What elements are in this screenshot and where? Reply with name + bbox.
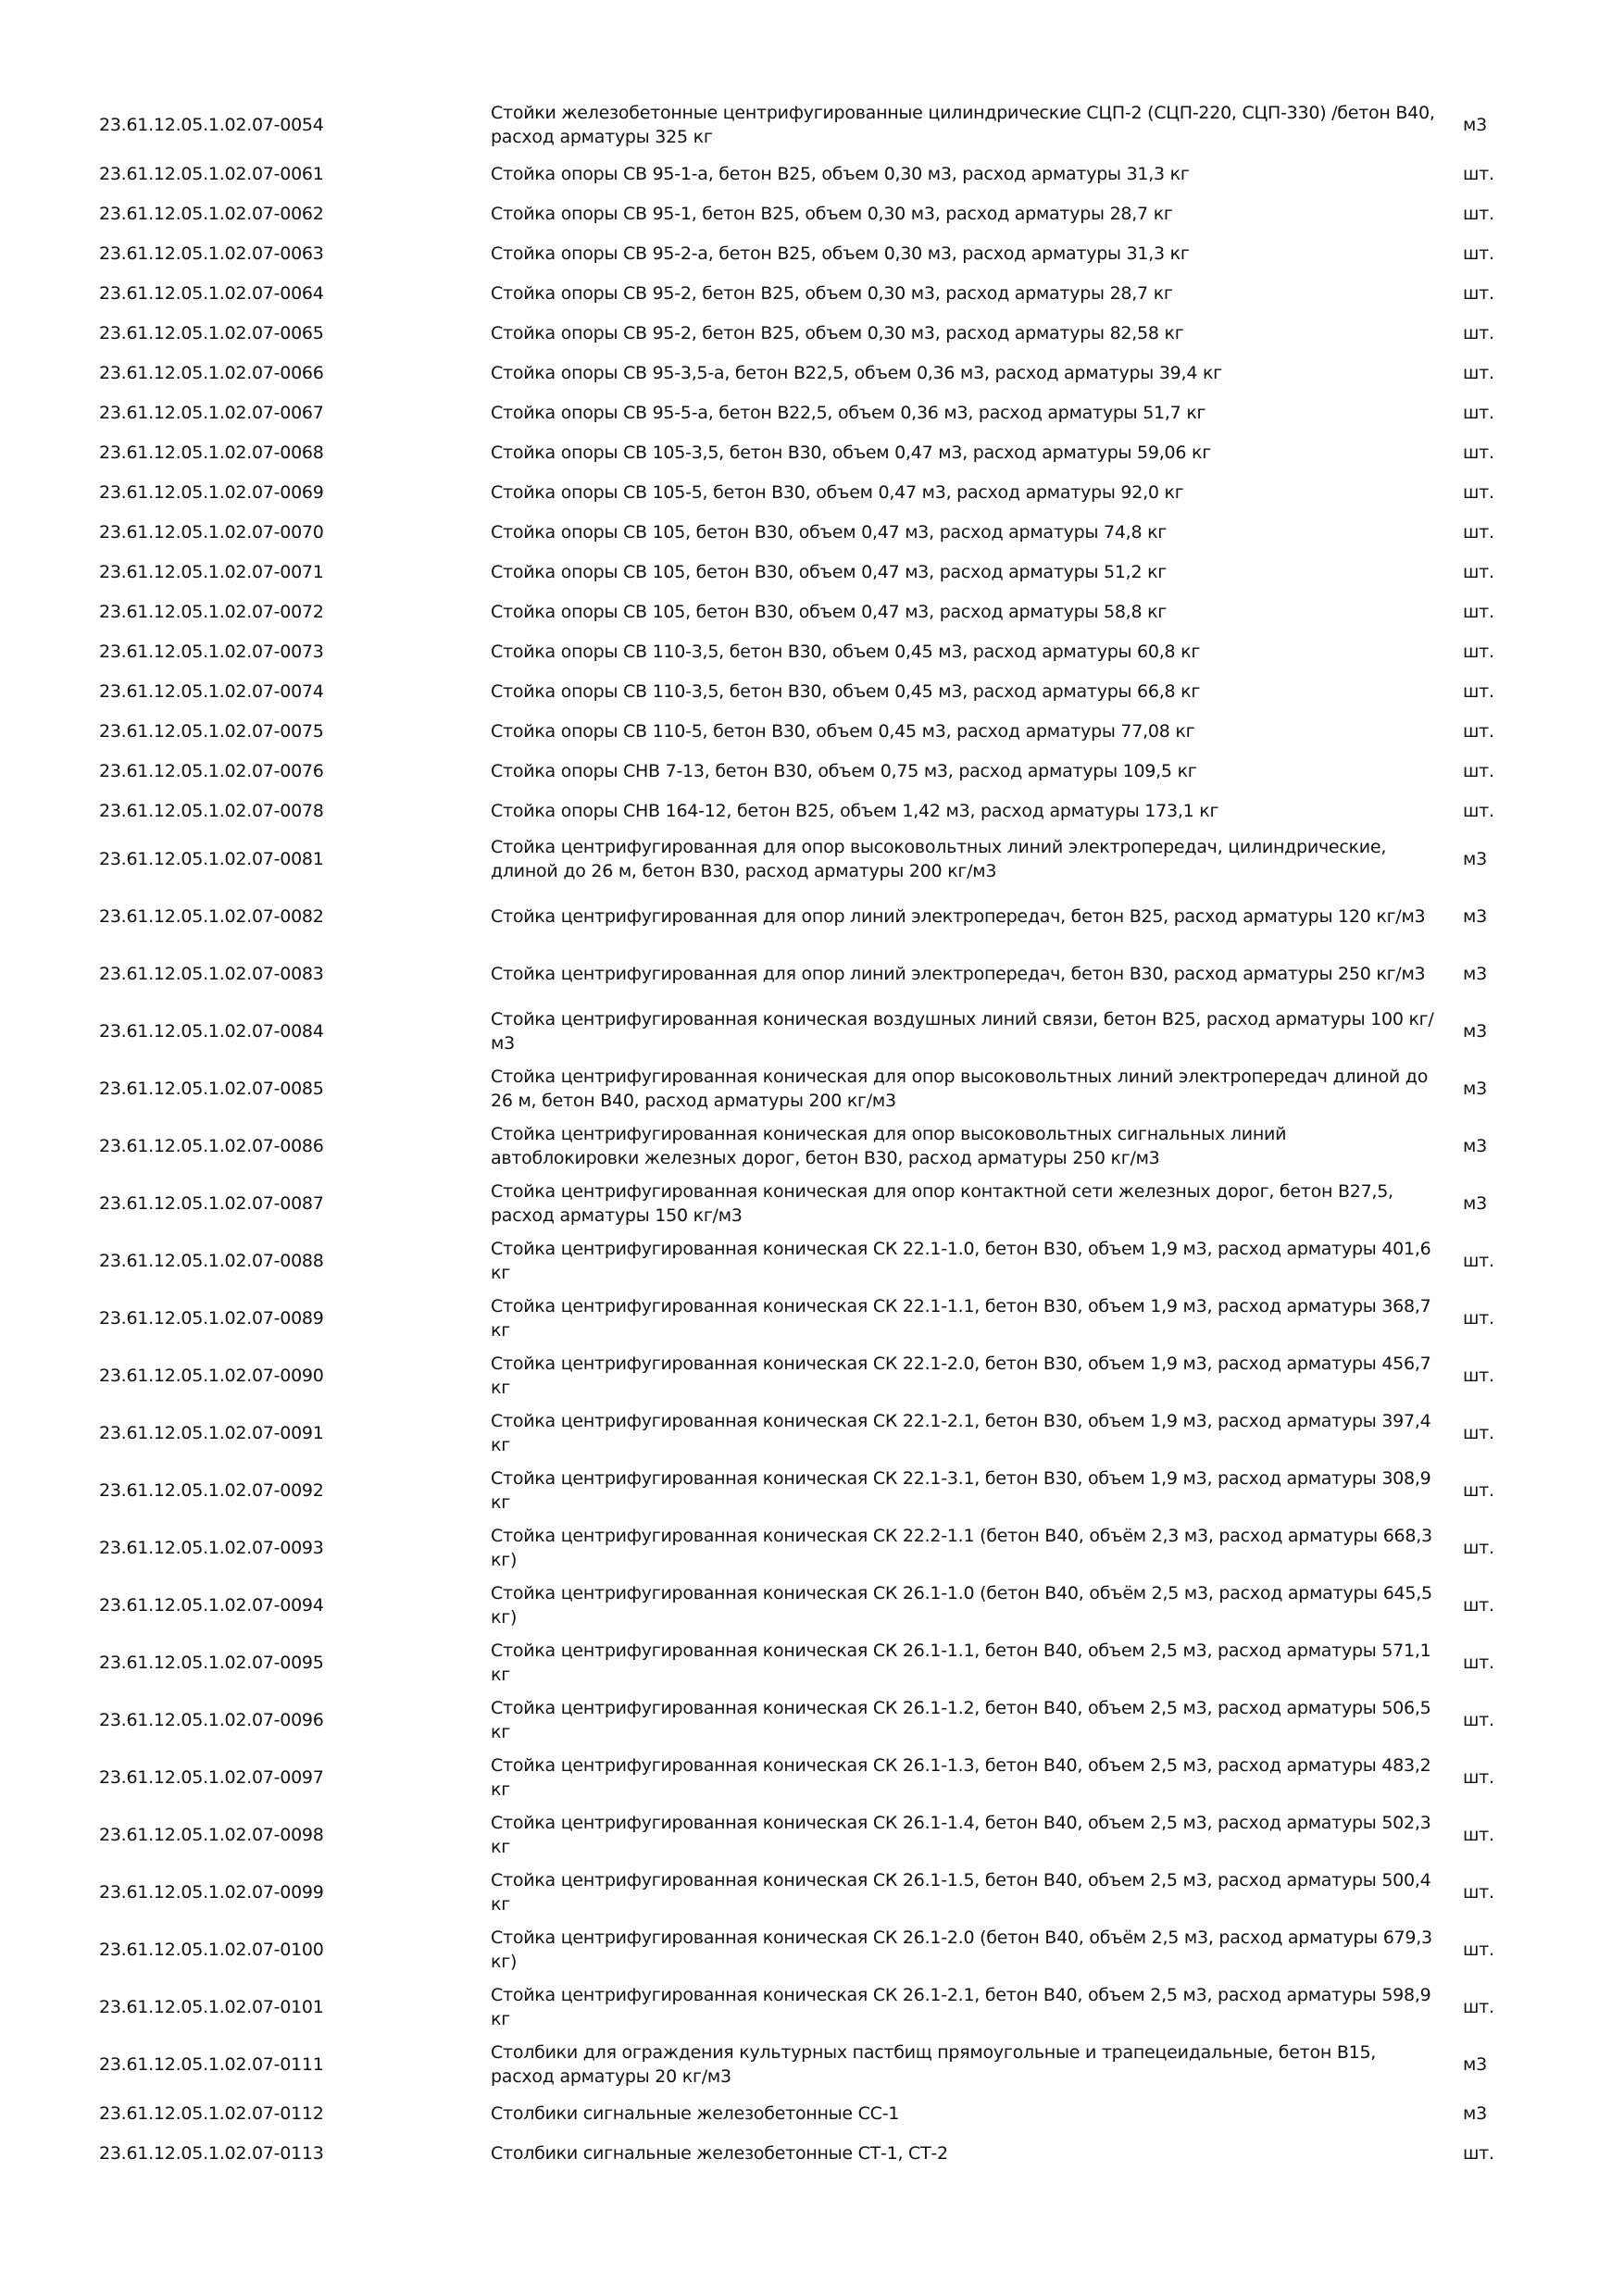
table-row (0, 1749, 1624, 1806)
resource-unit: шт. (1463, 641, 1494, 662)
table-row (0, 353, 1624, 393)
resource-name: Стойка опоры СВ 95-5-а, бетон В22,5, объем 0,36 м3, расход арматуры 51,7 кг (491, 402, 1206, 423)
resource-name: Столбики для ограждения культурных пастбищ прямоугольные и трапецеидальные, бетон В15, расход арматуры 20 кг/м3 (491, 2042, 1377, 2087)
resource-code: 23.61.12.05.1.02.07-0065 (99, 322, 324, 343)
resource-name: Стойка центрифугированная коническая СК 26.1-1.1, бетон В40, объем 2,5 м3, расход арматуры 571,1 кг (491, 1641, 1431, 1685)
resource-name: Стойка центрифугированная коническая СК 26.1-2.1, бетон В40, объем 2,5 м3, расход арматуры 598,9 кг (491, 1985, 1431, 2029)
table-row (0, 945, 1624, 1003)
resource-code: 23.61.12.05.1.02.07-0099 (99, 1882, 324, 1903)
resource-code: 23.61.12.05.1.02.07-0091 (99, 1423, 324, 1443)
resource-code: 23.61.12.05.1.02.07-0078 (99, 800, 324, 821)
resource-unit: м3 (1463, 1021, 1487, 1042)
table-row (0, 888, 1624, 945)
table-row (0, 552, 1624, 592)
resource-code: 23.61.12.05.1.02.07-0082 (99, 906, 324, 927)
table-row (0, 1519, 1624, 1577)
resource-code: 23.61.12.05.1.02.07-0054 (99, 115, 324, 135)
table-row (0, 1577, 1624, 1634)
resource-table (0, 96, 1624, 2173)
resource-name: Стойка центрифугированная коническая СК 26.1-1.4, бетон В40, объем 2,5 м3, расход арматуры 502,3 кг (491, 1813, 1431, 1857)
resource-name: Стойка опоры СВ 105, бетон В30, объем 0,47 м3, расход арматуры 74,8 кг (491, 521, 1168, 543)
resource-code: 23.61.12.05.1.02.07-0094 (99, 1595, 324, 1616)
resource-table-body (0, 96, 1624, 2173)
table-row (0, 751, 1624, 791)
table-row (0, 393, 1624, 432)
resource-unit: шт. (1463, 800, 1494, 821)
table-row (0, 154, 1624, 193)
resource-code: 23.61.12.05.1.02.07-0095 (99, 1653, 324, 1673)
resource-code: 23.61.12.05.1.02.07-0066 (99, 362, 324, 383)
resource-unit: шт. (1463, 1940, 1494, 1960)
resource-name: Стойка центрифугированная коническая СК 22.1-3.1, бетон В30, объем 1,9 м3, расход арматуры 308,9 кг (491, 1468, 1431, 1513)
resource-unit: шт. (1463, 1366, 1494, 1386)
table-row (0, 830, 1624, 888)
resource-name: Стойка центрифугированная коническая для опор контактной сети железных дорог, бетон В27,5, расход арматуры 150 кг/м3 (491, 1181, 1393, 1226)
resource-name: Стойка опоры СВ 110-5, бетон В30, объем 0,45 м3, расход арматуры 77,08 кг (491, 720, 1195, 742)
resource-code: 23.61.12.05.1.02.07-0087 (99, 1193, 324, 1214)
resource-unit: шт. (1463, 1480, 1494, 1501)
resource-code: 23.61.12.05.1.02.07-0090 (99, 1366, 324, 1386)
resource-name: Стойка опоры СВ 105-3,5, бетон В30, объем 0,47 м3, расход арматуры 59,06 кг (491, 442, 1211, 463)
resource-code: 23.61.12.05.1.02.07-0085 (99, 1079, 324, 1099)
resource-unit: шт. (1463, 760, 1494, 781)
resource-name: Стойка центрифугированная коническая СК 26.1-2.0 (бетон В40, объём 2,5 м3, расход арматуры 679,3 кг) (491, 1928, 1432, 1972)
resource-name: Стойка центрифугированная для опор линий электропередач, бетон В30, расход арматуры 250 кг/м3 (491, 964, 1426, 984)
resource-name: Стойка опоры СВ 110-3,5, бетон В30, объем 0,45 м3, расход арматуры 60,8 кг (491, 641, 1201, 662)
resource-unit: шт. (1463, 243, 1494, 264)
resource-name: Стойки железобетонные центрифугированные цилиндрические СЦП-2 (СЦП-220, СЦП-330) /бетон В40, расход арматуры 325 кг (491, 103, 1435, 147)
resource-name: Стойка центрифугированная коническая для опор высоковольтных сигнальных линий автоблокировки железных дорог, бетон В30, расход арматуры 250 кг/м3 (491, 1124, 1287, 1168)
resource-unit: шт. (1463, 481, 1494, 503)
resource-unit: шт. (1463, 1997, 1494, 2017)
resource-code: 23.61.12.05.1.02.07-0098 (99, 1825, 324, 1845)
table-row (0, 671, 1624, 711)
resource-name: Стойка опоры СВ 95-1, бетон В25, объем 0,30 м3, расход арматуры 28,7 кг (491, 203, 1173, 224)
resource-unit: шт. (1463, 1251, 1494, 1271)
resource-unit: шт. (1463, 720, 1494, 742)
resource-name: Стойка центрифугированная для опор высоковольтных линий электропередач, цилиндрические, длиной до 26 м, бетон В30, расход арматуры 200 кг/м3 (491, 837, 1387, 881)
resource-code: 23.61.12.05.1.02.07-0062 (99, 203, 324, 224)
table-row (0, 472, 1624, 512)
table-row (0, 512, 1624, 552)
resource-code: 23.61.12.05.1.02.07-0074 (99, 680, 324, 702)
resource-name: Стойка центрифугированная коническая СК 22.2-1.1 (бетон В40, объём 2,3 м3, расход арматуры 668,3 кг) (491, 1526, 1432, 1570)
table-row (0, 1978, 1624, 2036)
resource-code: 23.61.12.05.1.02.07-0089 (99, 1308, 324, 1329)
table-row (0, 1691, 1624, 1749)
resource-unit: м3 (1463, 906, 1487, 927)
resource-unit: шт. (1463, 442, 1494, 463)
table-row (0, 96, 1624, 154)
table-row (0, 1404, 1624, 1462)
resource-code: 23.61.12.05.1.02.07-0068 (99, 442, 324, 463)
resource-unit: шт. (1463, 362, 1494, 383)
resource-code: 23.61.12.05.1.02.07-0113 (99, 2142, 324, 2164)
resource-code: 23.61.12.05.1.02.07-0101 (99, 1997, 324, 2017)
resource-name: Стойка центрифугированная коническая для опор высоковольтных линий электропередач длиной до 26 м, бетон В40, расход арматуры 200 кг/м3 (491, 1067, 1429, 1111)
resource-name: Стойка опоры СВ 95-2, бетон В25, объем 0,30 м3, расход арматуры 28,7 кг (491, 282, 1173, 304)
table-row (0, 233, 1624, 273)
resource-unit: м3 (1463, 2103, 1487, 2124)
resource-code: 23.61.12.05.1.02.07-0097 (99, 1767, 324, 1788)
resource-unit: шт. (1463, 601, 1494, 622)
resource-name: Стойка опоры СВ 95-3,5-а, бетон В22,5, объем 0,36 м3, расход арматуры 39,4 кг (491, 362, 1222, 383)
resource-unit: шт. (1463, 402, 1494, 423)
resource-code: 23.61.12.05.1.02.07-0067 (99, 402, 324, 423)
table-row (0, 1232, 1624, 1290)
table-row (0, 1921, 1624, 1978)
resource-code: 23.61.12.05.1.02.07-0100 (99, 1940, 324, 1960)
resource-unit: шт. (1463, 1767, 1494, 1788)
resource-unit: шт. (1463, 2142, 1494, 2164)
table-row (0, 1806, 1624, 1864)
resource-unit: м3 (1463, 1079, 1487, 1099)
resource-code: 23.61.12.05.1.02.07-0064 (99, 282, 324, 304)
table-row (0, 193, 1624, 233)
resource-name: Стойка опоры СВ 105, бетон В30, объем 0,47 м3, расход арматуры 58,8 кг (491, 601, 1168, 622)
resource-unit: шт. (1463, 282, 1494, 304)
resource-name: Стойка центрифугированная коническая СК 26.1-1.0 (бетон В40, объём 2,5 м3, расход арматуры 645,5 кг) (491, 1583, 1432, 1628)
resource-unit: шт. (1463, 322, 1494, 343)
resource-unit: шт. (1463, 1882, 1494, 1903)
resource-name: Стойка центрифугированная коническая СК 22.1-2.1, бетон В30, объем 1,9 м3, расход арматуры 397,4 кг (491, 1411, 1431, 1455)
table-row (0, 1864, 1624, 1921)
resource-name: Стойка опоры СНВ 164-12, бетон В25, объем 1,42 м3, расход арматуры 173,1 кг (491, 800, 1219, 821)
table-row (0, 2093, 1624, 2133)
resource-name: Стойка центрифугированная коническая СК 26.1-1.3, бетон В40, объем 2,5 м3, расход арматуры 483,2 кг (491, 1755, 1431, 1800)
resource-code: 23.61.12.05.1.02.07-0076 (99, 760, 324, 781)
resource-name: Стойка опоры СНВ 7-13, бетон В30, объем 0,75 м3, расход арматуры 109,5 кг (491, 760, 1197, 781)
table-row (0, 1175, 1624, 1232)
resource-code: 23.61.12.05.1.02.07-0088 (99, 1251, 324, 1271)
resource-name: Стойка центрифугированная коническая воздушных линий связи, бетон В25, расход арматуры 100 кг/м3 (491, 1009, 1434, 1054)
resource-unit: шт. (1463, 1595, 1494, 1616)
resource-name: Стойка опоры СВ 95-2-а, бетон В25, объем 0,30 м3, расход арматуры 31,3 кг (491, 243, 1190, 264)
resource-unit: шт. (1463, 203, 1494, 224)
resource-unit: м3 (1463, 1136, 1487, 1156)
table-row (0, 1347, 1624, 1404)
resource-unit: шт. (1463, 1710, 1494, 1730)
resource-unit: м3 (1463, 2054, 1487, 2075)
table-row (0, 592, 1624, 631)
resource-unit: шт. (1463, 521, 1494, 543)
resource-unit: шт. (1463, 1308, 1494, 1329)
resource-unit: шт. (1463, 1538, 1494, 1558)
table-row (0, 313, 1624, 353)
resource-unit: шт. (1463, 561, 1494, 582)
table-row (0, 1634, 1624, 1691)
resource-code: 23.61.12.05.1.02.07-0081 (99, 849, 324, 869)
table-row (0, 273, 1624, 313)
table-row (0, 1117, 1624, 1175)
resource-name: Стойка опоры СВ 105, бетон В30, объем 0,47 м3, расход арматуры 51,2 кг (491, 561, 1168, 582)
resource-code: 23.61.12.05.1.02.07-0096 (99, 1710, 324, 1730)
resource-unit: м3 (1463, 1193, 1487, 1214)
resource-code: 23.61.12.05.1.02.07-0069 (99, 481, 324, 503)
resource-name: Стойка центрифугированная коническая СК 26.1-1.2, бетон В40, объем 2,5 м3, расход арматуры 506,5 кг (491, 1698, 1431, 1742)
resource-code: 23.61.12.05.1.02.07-0086 (99, 1136, 324, 1156)
resource-name: Стойка опоры СВ 105-5, бетон В30, объем 0,47 м3, расход арматуры 92,0 кг (491, 481, 1184, 503)
resource-code: 23.61.12.05.1.02.07-0061 (99, 163, 324, 184)
resource-name: Стойка центрифугированная коническая СК 22.1-2.0, бетон В30, объем 1,9 м3, расход арматуры 456,7 кг (491, 1354, 1431, 1398)
resource-unit: шт. (1463, 1825, 1494, 1845)
resource-code: 23.61.12.05.1.02.07-0093 (99, 1538, 324, 1558)
resource-name: Стойка центрифугированная коническая СК 26.1-1.5, бетон В40, объем 2,5 м3, расход арматуры 500,4 кг (491, 1870, 1431, 1915)
resource-name: Стойка опоры СВ 95-1-а, бетон В25, объем 0,30 м3, расход арматуры 31,3 кг (491, 163, 1190, 184)
resource-unit: м3 (1463, 849, 1487, 869)
resource-unit: шт. (1463, 680, 1494, 702)
resource-code: 23.61.12.05.1.02.07-0075 (99, 720, 324, 742)
resource-unit: м3 (1463, 964, 1487, 984)
table-row (0, 2133, 1624, 2173)
table-row (0, 791, 1624, 830)
table-row (0, 711, 1624, 751)
resource-name: Столбики сигнальные железобетонные СТ-1, СТ-2 (491, 2142, 948, 2164)
resource-code: 23.61.12.05.1.02.07-0070 (99, 521, 324, 543)
resource-unit: шт. (1463, 163, 1494, 184)
resource-code: 23.61.12.05.1.02.07-0071 (99, 561, 324, 582)
resource-name: Стойка центрифугированная коническая СК 22.1-1.0, бетон В30, объем 1,9 м3, расход арматуры 401,6 кг (491, 1239, 1431, 1283)
resource-code: 23.61.12.05.1.02.07-0083 (99, 964, 324, 984)
table-row (0, 1060, 1624, 1117)
resource-code: 23.61.12.05.1.02.07-0072 (99, 601, 324, 622)
table-row (0, 432, 1624, 472)
resource-name: Столбики сигнальные железобетонные СС-1 (491, 2103, 900, 2124)
resource-code: 23.61.12.05.1.02.07-0092 (99, 1480, 324, 1501)
table-row (0, 631, 1624, 671)
resource-unit: шт. (1463, 1653, 1494, 1673)
resource-code: 23.61.12.05.1.02.07-0112 (99, 2103, 324, 2124)
table-row (0, 2036, 1624, 2093)
resource-unit: шт. (1463, 1423, 1494, 1443)
resource-code: 23.61.12.05.1.02.07-0063 (99, 243, 324, 264)
resource-code: 23.61.12.05.1.02.07-0111 (99, 2054, 324, 2075)
resource-name: Стойка опоры СВ 95-2, бетон В25, объем 0,30 м3, расход арматуры 82,58 кг (491, 322, 1184, 343)
resource-name: Стойка центрифугированная для опор линий электропередач, бетон В25, расход арматуры 120 кг/м3 (491, 906, 1426, 927)
resource-name: Стойка опоры СВ 110-3,5, бетон В30, объем 0,45 м3, расход арматуры 66,8 кг (491, 680, 1201, 702)
table-row (0, 1003, 1624, 1060)
resource-unit: м3 (1463, 115, 1487, 135)
table-row (0, 1462, 1624, 1519)
resource-name: Стойка центрифугированная коническая СК 22.1-1.1, бетон В30, объем 1,9 м3, расход арматуры 368,7 кг (491, 1296, 1431, 1341)
resource-code: 23.61.12.05.1.02.07-0073 (99, 641, 324, 662)
table-row (0, 1290, 1624, 1347)
resource-code: 23.61.12.05.1.02.07-0084 (99, 1021, 324, 1042)
